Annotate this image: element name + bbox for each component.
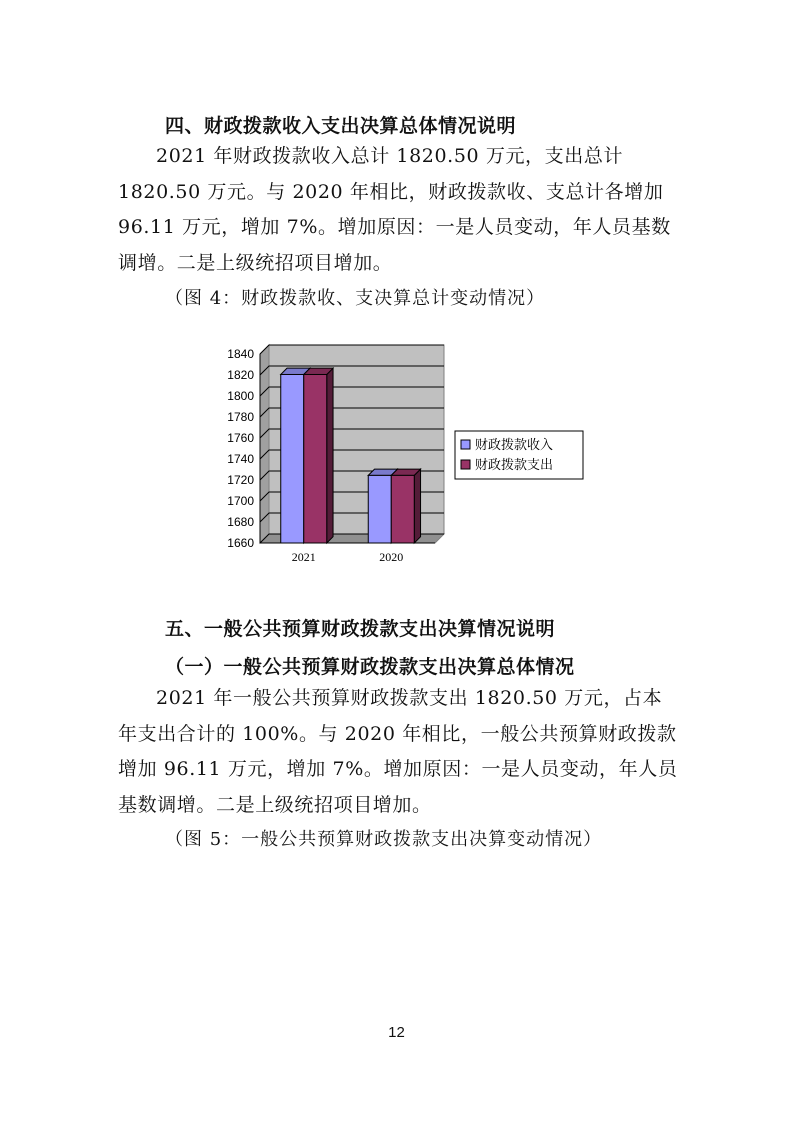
- y-tick-label: 1700: [227, 494, 254, 508]
- chart-side-wall: [260, 345, 269, 543]
- legend-label: 财政拨款收入: [475, 438, 554, 453]
- page-number: 12: [388, 1024, 405, 1041]
- y-tick-label: 1680: [227, 515, 254, 529]
- section4-paragraph: 2021 年财政拨款收入总计 1820.50 万元，支出总计 1820.50 万元。与 2020 年相比，财政拨款收、支总计各增加 96.11 万元，增加 7%。增加原因：一是人员变动，年人员基数调增。二是上级统招项目增加。: [118, 145, 671, 274]
- section5-subheading: （一）一般公共预算财政拨款支出决算总体情况: [165, 656, 575, 678]
- y-tick-label: 1740: [227, 452, 254, 466]
- legend-swatch: [461, 440, 470, 449]
- y-tick-label: 1820: [227, 368, 254, 382]
- x-tick-label: 2021: [291, 550, 316, 564]
- y-tick-label: 1760: [227, 431, 254, 445]
- section5-heading: 五、一般公共预算财政拨款支出决算情况说明: [165, 618, 556, 640]
- legend-swatch: [461, 460, 470, 469]
- y-tick-label: 1780: [227, 410, 254, 424]
- legend-label: 财政拨款支出: [475, 458, 554, 473]
- figure4-caption: （图 4：财政拨款收、支决算总计变动情况）: [165, 288, 546, 309]
- y-tick-label: 1800: [227, 389, 254, 403]
- bar: [304, 374, 327, 543]
- bar-side: [414, 469, 420, 543]
- bar: [391, 475, 414, 543]
- bar-side: [327, 368, 333, 543]
- y-tick-label: 1720: [227, 473, 254, 487]
- x-tick-label: 2020: [379, 550, 404, 564]
- y-tick-label: 1660: [227, 536, 254, 550]
- figure4-bar-chart: [215, 335, 595, 570]
- figure5-caption: （图 5：一般公共预算财政拨款支出决算变动情况）: [165, 829, 603, 850]
- section5-paragraph: 2021 年一般公共预算财政拨款支出 1820.50 万元，占本年支出合计的 100%。与 2020 年相比，一般公共预算财政拨款增加 96.11 万元，增加 7%。增加原因：一是人员变动，年人员基数调增。二是上级统招项目增加。: [118, 687, 678, 816]
- bar: [281, 374, 304, 543]
- y-tick-label: 1840: [227, 347, 254, 361]
- section4-heading: 四、财政拨款收入支出决算总体情况说明: [165, 115, 517, 137]
- bar: [368, 475, 391, 543]
